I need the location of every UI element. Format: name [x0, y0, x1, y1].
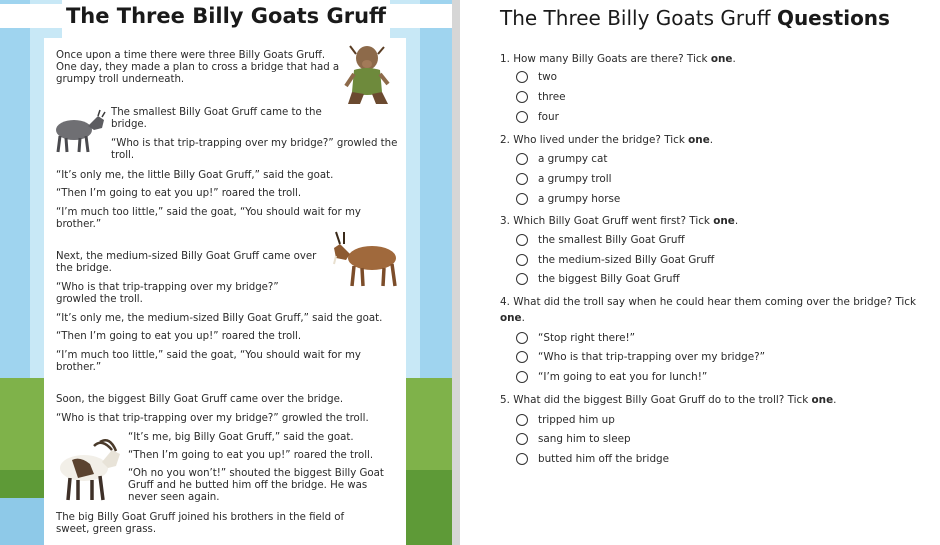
radio-circle-icon[interactable] [516, 234, 528, 246]
question-1-option-1[interactable] [516, 68, 557, 86]
small-goat-icon [50, 106, 106, 154]
question-1-tick: one [710, 53, 733, 65]
radio-circle-icon[interactable] [516, 193, 528, 205]
option-label: three [538, 91, 566, 103]
story-paragraph-6: “I’m much too little,” said the goat, “You should wait for my brother.” [56, 207, 361, 230]
story-paragraph-3: “Who is that trip-trapping over my bridge?” growled the troll. [111, 138, 398, 161]
story-paragraph-5: “Then I’m going to eat you up!” roared the troll. [56, 188, 302, 199]
story-paragraph-4: “It’s only me, the little Billy Goat Gruff,” said the goat. [56, 170, 334, 181]
story-paragraph-2: The smallest Billy Goat Gruff came to the bridge. [111, 107, 322, 130]
question-4-option-2[interactable] [516, 348, 765, 366]
story-paragraph-17: The big Billy Goat Gruff joined his brothers in the field of sweet, green grass. [56, 512, 345, 535]
question-1-option-2[interactable] [516, 88, 566, 106]
question-4-option-1[interactable] [516, 329, 635, 347]
story-paragraph-9: “It’s only me, the medium-sized Billy Goat Gruff,” said the goat. [56, 313, 383, 324]
troll-icon [342, 44, 392, 106]
story-paragraph-12: Soon, the biggest Billy Goat Gruff came over the bridge. [56, 394, 344, 405]
radio-circle-icon[interactable] [516, 414, 528, 426]
radio-circle-icon[interactable] [516, 332, 528, 344]
question-3 [500, 213, 920, 229]
question-4-prompt: 4. What did the troll say when he could hear them coming over the bridge? Tick [500, 296, 917, 308]
story-paragraph-13: “Who is that trip-trapping over my bridge?” growled the troll. [56, 413, 369, 424]
question-2 [500, 132, 920, 148]
story-paragraph-10: “Then I’m going to eat you up!” roared the troll. [56, 331, 302, 342]
radio-circle-icon[interactable] [516, 153, 528, 165]
radio-circle-icon[interactable] [516, 111, 528, 123]
question-2-suffix: . [709, 134, 714, 146]
questions-title-main: The Three Billy Goats Gruff [500, 6, 771, 30]
question-1-option-3[interactable] [516, 108, 559, 126]
story-paragraph-8: “Who is that trip-trapping over my bridge?” growled the troll. [56, 282, 279, 305]
radio-circle-icon[interactable] [516, 453, 528, 465]
question-5-option-2[interactable] [516, 430, 631, 448]
question-2-option-3[interactable] [516, 190, 620, 208]
option-label: tripped him up [538, 414, 615, 426]
question-4-tick: one [500, 312, 522, 324]
question-3-prompt: 3. Which Billy Goat Gruff went first? Tick [500, 215, 714, 227]
question-2-prompt: 2. Who lived under the bridge? Tick [500, 134, 689, 146]
medium-goat-icon [332, 226, 406, 288]
radio-circle-icon[interactable] [516, 71, 528, 83]
question-3-tick: one [713, 215, 735, 227]
story-paragraph-7: Next, the medium-sized Billy Goat Gruff came over the bridge. [56, 251, 317, 274]
question-1-prompt: 1. How many Billy Goats are there? Tick [500, 53, 711, 65]
page-divider [452, 0, 460, 545]
question-2-option-1[interactable] [516, 150, 607, 168]
option-label: sang him to sleep [538, 433, 631, 445]
question-3-option-2[interactable] [516, 251, 714, 269]
radio-circle-icon[interactable] [516, 433, 528, 445]
question-2-option-2[interactable] [516, 170, 612, 188]
questions-title-bold: Questions [776, 6, 890, 30]
option-label: butted him off the bridge [538, 453, 670, 465]
question-5-suffix: . [833, 394, 837, 406]
story-page [0, 0, 452, 545]
story-paragraph-11: “I’m much too little,” said the goat, “You should wait for my brother.” [56, 350, 361, 373]
story-paragraph-14: “It’s me, big Billy Goat Gruff,” said the goat. [128, 432, 354, 443]
question-2-tick: one [688, 134, 710, 146]
option-label: four [538, 111, 559, 123]
story-title: The Three Billy Goats Gruff [0, 4, 452, 28]
story-paragraph-15: “Then I’m going to eat you up!” roared the troll. [128, 450, 374, 461]
big-goat-icon [50, 434, 126, 504]
option-label: the medium-sized Billy Goat Gruff [538, 254, 715, 266]
option-label: a grumpy troll [538, 173, 612, 185]
radio-circle-icon[interactable] [516, 371, 528, 383]
option-label: “I’m going to eat you for lunch!” [538, 371, 708, 383]
question-3-suffix: . [734, 215, 739, 227]
question-5-option-3[interactable] [516, 450, 669, 468]
questions-title [500, 6, 890, 30]
question-3-option-3[interactable] [516, 270, 680, 288]
option-label: the smallest Billy Goat Gruff [538, 234, 685, 246]
question-4-suffix: . [521, 312, 525, 324]
option-label: the biggest Billy Goat Gruff [538, 273, 680, 285]
option-label: “Who is that trip-trapping over my bridge?” [538, 351, 766, 363]
question-3-option-1[interactable] [516, 231, 685, 249]
question-1-suffix: . [732, 53, 736, 65]
radio-circle-icon[interactable] [516, 254, 528, 266]
question-4-option-3[interactable] [516, 368, 707, 386]
option-label: “Stop right there!” [538, 332, 636, 344]
option-label: two [538, 71, 557, 83]
radio-circle-icon[interactable] [516, 351, 528, 363]
question-1 [500, 51, 920, 67]
option-label: a grumpy horse [538, 193, 621, 205]
question-5 [500, 392, 920, 408]
story-paragraph-16: “Oh no you won’t!” shouted the biggest Billy Goat Gruff and he butted him off the bridge. He was never seen again. [128, 468, 384, 503]
radio-circle-icon[interactable] [516, 91, 528, 103]
question-5-tick: one [811, 394, 834, 406]
question-5-option-1[interactable] [516, 411, 615, 429]
question-5-prompt: 5. What did the biggest Billy Goat Gruff do to the troll? Tick [500, 394, 812, 406]
questions-page [460, 0, 940, 545]
question-4 [500, 294, 920, 326]
radio-circle-icon[interactable] [516, 273, 528, 285]
story-paragraph-1: Once upon a time there were three Billy Goats Gruff. One day, they made a plan to cross a bridge that had a grumpy troll underneath. [56, 50, 340, 85]
radio-circle-icon[interactable] [516, 173, 528, 185]
option-label: a grumpy cat [538, 153, 608, 165]
